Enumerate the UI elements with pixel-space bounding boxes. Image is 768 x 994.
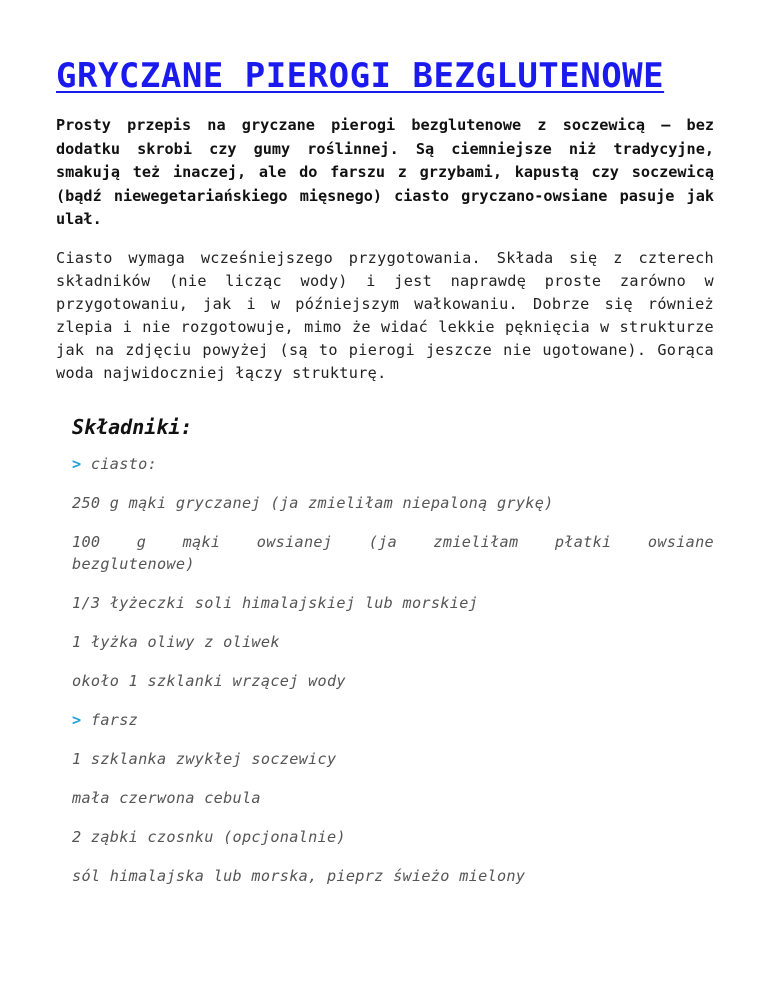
list-item: 1/3 łyżeczki soli himalajskiej lub morskiej [72,593,479,612]
arrow-right-icon: > [72,454,82,473]
arrow-right-icon: > [72,710,82,729]
list-item: 100 g mąki owsianej (ja zmieliłam płatki owsiane bezglutenowe) [72,532,714,573]
body-paragraph: Ciasto wymaga wcześniejszego przygotowania. Składa się z czterech składników (nie licząc wody) i jest naprawdę proste zarówno w przygotowaniu, jak i w późniejszym wałkowaniu. Dobrze się również zlepia i nie rozgotowuje, mimo że widać lekkie pęknięcia w strukturze jak na zdjęciu powyżej (są to pierogi jeszcze nie ugotowane). Gorąca woda najwidoczniej łączy strukturę. [56,248,714,382]
ingredients-section [72,413,714,887]
filling-label: farsz [90,710,139,729]
dough-label: ciasto: [90,454,158,473]
lead-paragraph: Prosty przepis na gryczane pierogi bezglutenowe z soczewicą – bez dodatku skrobi czy gumy roślinnej. Są ciemniejsze niż tradycyjne, smakują też inaczej, ale do farszu z grzybami, kapustą czy soczewicą (bądź niewegetariańskiego mięsnego) ciasto gryczano-owsiane pasuje jak ulał. [56,116,714,228]
list-item: 2 ząbki czosnku (opcjonalnie) [72,827,346,846]
filling-subheading [72,709,714,731]
list-item: 250 g mąki gryczanej (ja zmieliłam niepaloną grykę) [72,493,554,512]
dough-subheading [72,453,714,475]
list-item: sól himalajska lub morska, pieprz świeżo mielony [72,866,526,885]
page-title[interactable]: GRYCZANE PIEROGI BEZGLUTENOWE [56,56,665,96]
ingredients-heading: Składniki: [72,414,193,439]
recipe-article [56,52,714,887]
list-item: 1 łyżka oliwy z oliwek [72,632,280,651]
list-item: mała czerwona cebula [72,788,261,807]
list-item: około 1 szklanki wrzącej wody [72,671,346,690]
list-item: 1 szklanka zwykłej soczewicy [72,749,337,768]
